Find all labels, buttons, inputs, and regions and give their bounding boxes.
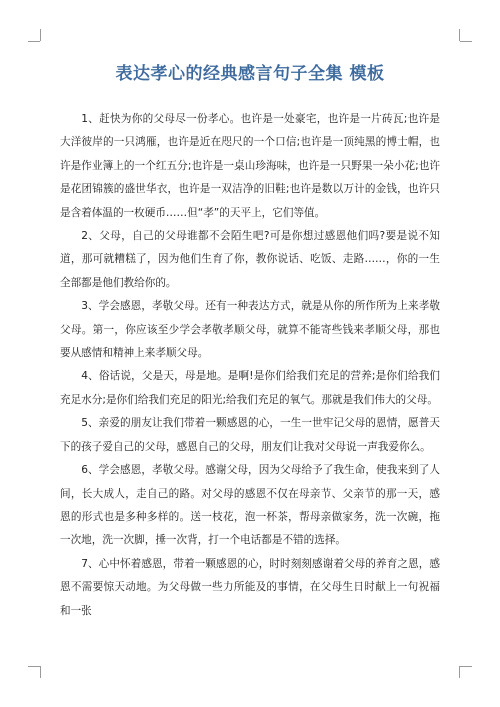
crop-mark-bottom-right-v [459, 666, 460, 678]
crop-mark-top-left-h [28, 41, 40, 42]
paragraph-5: 5、亲爱的朋友让我们带着一颗感恩的心，一生一世牢记父母的恩情，愿普天下的孩子爱自己的父母，感恩自己的父母，朋友们让我对父母说一声我爱你么。 [60, 417, 440, 453]
crop-mark-top-right-h [460, 41, 472, 42]
crop-mark-top-right-v [459, 29, 460, 41]
paragraph-6: 6、学会感恩，孝敬父母。感谢父母，因为父母给予了我生命，使我来到了人间，长大成人，走自己的路。对父母的感恩不仅在母亲节、父亲节的那一天，感恩的形式也是多种多样的。送一枝花，泡一杯茶，帮母亲做家务，洗一次碗，拖一次地，洗一次脚，捶一次背，打一个电话都是不错的选择。 [60, 464, 440, 547]
document-title: 表达孝心的经典感言句子全集 模板 [115, 64, 385, 84]
document-body [60, 108, 440, 623]
paragraph-7: 7、心中怀着感恩，带着一颗感恩的心，时时刻刻感谢着父母的养育之恩，感恩不需要惊天动地。为父母做一些力所能及的事情，在父母生日时献上一句祝福和一张 [60, 557, 440, 617]
crop-mark-bottom-left-h [28, 666, 40, 667]
paragraph-1: 1、赶快为你的父母尽一份孝心。也许是一处豪宅，也许是一片砖瓦;也许是大洋彼岸的一只鸿雁，也许是近在咫尺的一个口信;也许是一顶纯黑的博士帽，也许是作业簿上的一个红五分;也许是一桌山珍海味，也许是一只野果一朵小花;也许是花团锦簇的盛世华衣，也许是一双洁净的旧鞋;也许是数以万计的金钱，也许只是含着体温的一枚硬币……但“孝”的天平上，它们等值。 [60, 113, 440, 219]
paragraph-4: 4、俗话说，父是天，母是地。是啊!是你们给我们充足的营养;是你们给我们充足水分;是你们给我们充足的阳光;给我们充足的氧气。那就是我们伟大的父母。 [60, 370, 440, 406]
crop-mark-bottom-left-v [40, 666, 41, 678]
crop-mark-bottom-right-h [460, 666, 472, 667]
paragraph-2: 2、父母，自己的父母谁都不会陌生吧?可是你想过感恩他们吗?要是说不知道，那可就糟糕了，因为他们生育了你，教你说话、吃饭、走路……，你的一生全部都是他们教给你的。 [60, 230, 440, 289]
crop-mark-top-left-v [40, 29, 41, 41]
paragraph-3: 3、学会感恩，孝敬父母。还有一种表达方式，就是从你的所作所为上来孝敬父母。第一，你应该至少学会孝敬孝顺父母，就算不能寄些钱来孝顺父母，那也要从感情和精神上来孝顺父母。 [60, 300, 440, 360]
